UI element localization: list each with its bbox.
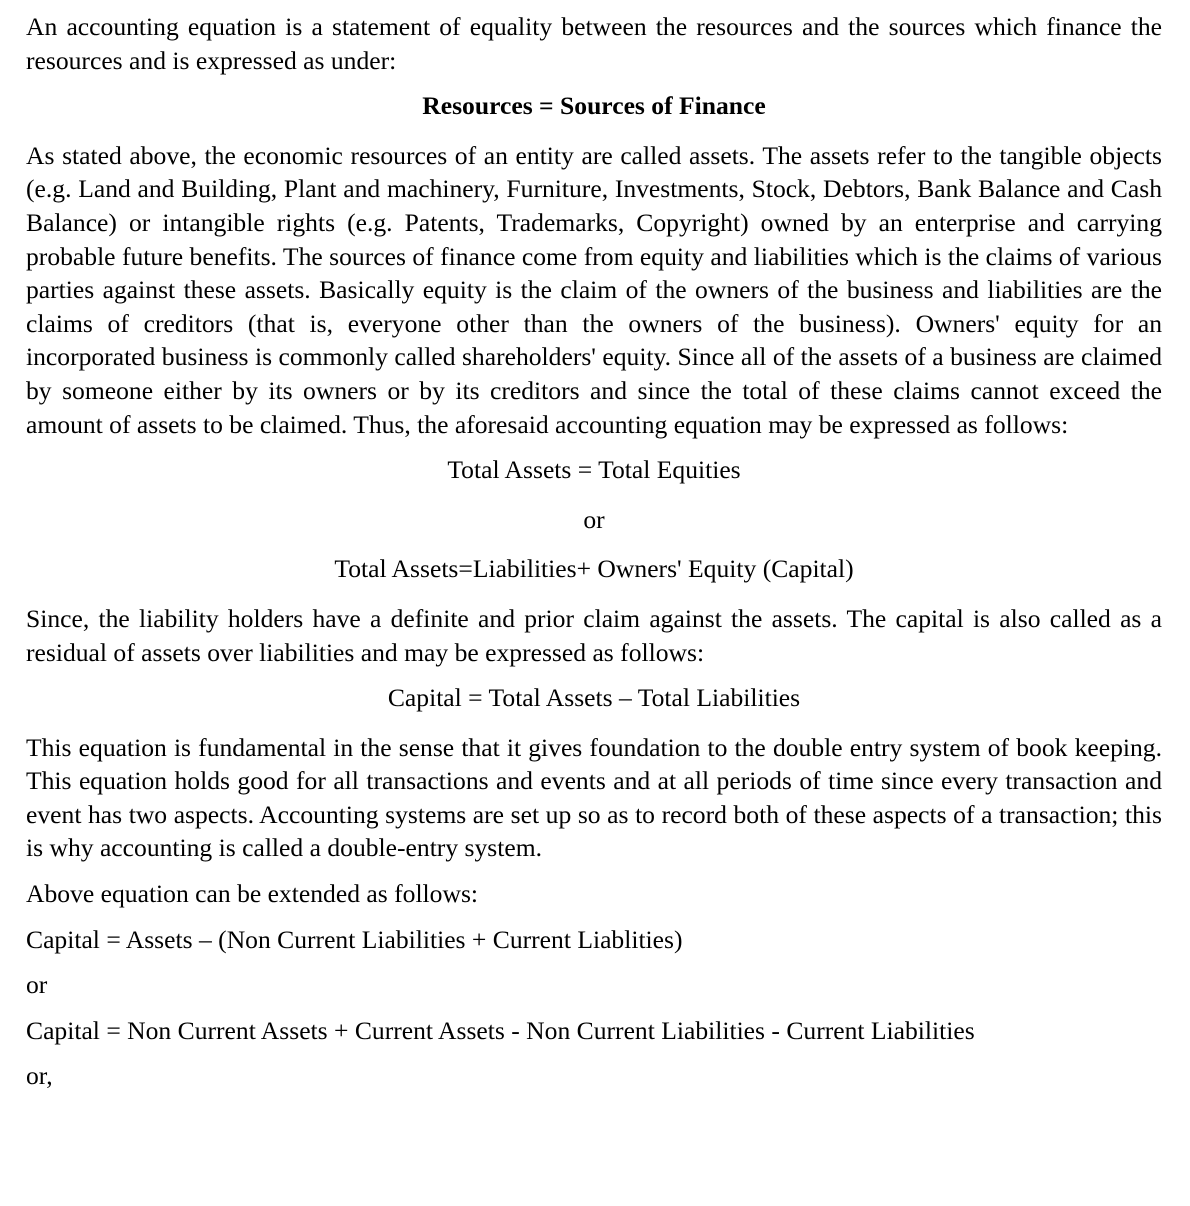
or-separator-3: or, bbox=[26, 1061, 53, 1091]
document-page bbox=[26, 10, 1162, 1105]
equation-assets-liabilities: Total Assets=Liabilities+ Owners' Equity (Capital) bbox=[334, 554, 854, 584]
extension-paragraph: Above equation can be extended as follows: bbox=[26, 879, 479, 909]
or-separator-2: or bbox=[26, 970, 48, 1000]
intro-paragraph: An accounting equation is a statement of equality between the resources and the sources which finance the resources and is expressed as under: bbox=[26, 12, 1162, 75]
equation-capital-extended: Capital = Assets – (Non Current Liabilities + Current Liablities) bbox=[26, 924, 683, 954]
liability-paragraph: Since, the liability holders have a definite and prior claim against the assets. The capital is also called as a residual of assets over liabilities and may be expressed as follows: bbox=[26, 603, 1162, 667]
double-entry-paragraph: This equation is fundamental in the sense that it gives foundation to the double entry system of book keeping. This equation holds good for all transactions and events and at all periods of time since every transaction and event has two aspects. Accounting systems are set up so as to record both of these aspects of a transaction; this is why accounting is called a double-entry system. bbox=[26, 732, 1162, 863]
or-separator-1: or bbox=[583, 504, 605, 534]
equation-capital: Capital = Total Assets – Total Liabilities bbox=[387, 683, 801, 713]
equation-resources: Resources = Sources of Finance bbox=[422, 91, 766, 121]
equation-total-assets: Total Assets = Total Equities bbox=[447, 455, 741, 485]
equation-capital-detailed: Capital = Non Current Assets + Current Assets - Non Current Liabilities - Current Liabilities bbox=[26, 1015, 975, 1045]
assets-paragraph: As stated above, the economic resources of an entity are called assets. The assets refer to the tangible objects (e.g. Land and Building, Plant and machinery, Furniture, Investments, Stock, Debtors, Bank Balance and Cash Balance) or intangible rights (e.g. Patents, Trademarks, Copyright) owned by an enterprise and carrying probable future benefits. The sources of finance come from equity and liabilities which is the claims of various parties against these assets. Basically equity is the claim of the owners of the business and liabilities are the claims of creditors (that is, everyone other than the owners of the business). Owners' equity for an incorporated business is commonly called shareholders' equity. Since all of the assets of a business are claimed by someone either by its owners or by its creditors and since the total of these claims cannot exceed the amount of assets to be claimed. Thus, the aforesaid accounting equation may be expressed as follows: bbox=[26, 140, 1162, 439]
